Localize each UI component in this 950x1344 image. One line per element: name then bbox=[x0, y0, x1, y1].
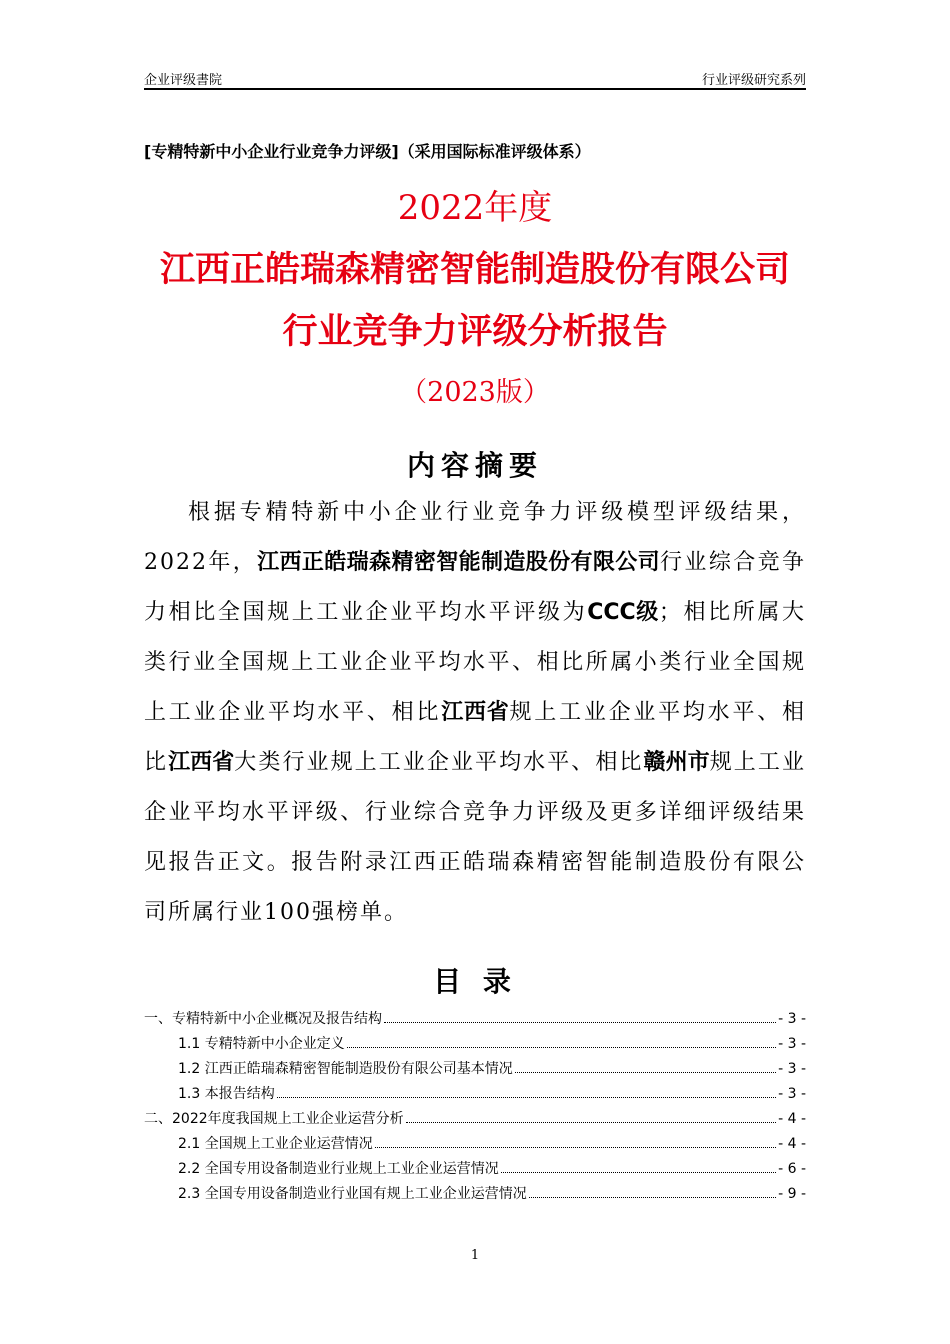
summary-bold: 江西省 bbox=[441, 700, 510, 725]
toc-leader bbox=[515, 1058, 776, 1073]
toc-page: - 9 - bbox=[778, 1186, 806, 1202]
summary-bold: 赣州市 bbox=[643, 750, 710, 775]
toc-label: 1.3 本报告结构 bbox=[178, 1086, 275, 1102]
title-year: 2022年度 bbox=[397, 188, 553, 228]
toc-entry[interactable] bbox=[144, 1132, 806, 1157]
toc-leader bbox=[347, 1033, 776, 1048]
toc-leader bbox=[406, 1108, 776, 1123]
summary-bold: 江西省 bbox=[168, 750, 235, 775]
toc-entry[interactable] bbox=[144, 1032, 806, 1057]
page-number: 1 bbox=[470, 1248, 480, 1263]
summary-heading: 内容摘要 bbox=[406, 449, 543, 482]
summary-bold: CCC级 bbox=[587, 600, 659, 625]
summary-paragraph bbox=[144, 488, 806, 938]
table-of-contents bbox=[144, 1007, 806, 1207]
toc-label: 1.2 江西正皓瑞森精密智能制造股份有限公司基本情况 bbox=[178, 1061, 513, 1077]
summary-text: 规上工业企业平均水平、相比 bbox=[144, 700, 806, 775]
toc-leader bbox=[277, 1083, 776, 1098]
toc-label: 1.1 专精特新中小企业定义 bbox=[178, 1036, 345, 1052]
toc-page: - 4 - bbox=[778, 1136, 806, 1152]
toc-leader bbox=[501, 1158, 776, 1173]
toc-label: 2.2 全国专用设备制造业行业规上工业企业运营情况 bbox=[178, 1161, 499, 1177]
page-header bbox=[144, 68, 806, 90]
header-right: 行业评级研究系列 bbox=[701, 73, 806, 88]
header-left: 企业评级書院 bbox=[144, 73, 223, 88]
toc-entry[interactable] bbox=[144, 1107, 806, 1132]
toc-label: 2.3 全国专用设备制造业行业国有规上工业企业运营情况 bbox=[178, 1186, 527, 1202]
toc-entry[interactable] bbox=[144, 1007, 806, 1032]
toc-page: - 3 - bbox=[778, 1086, 806, 1102]
toc-entry[interactable] bbox=[144, 1057, 806, 1082]
title-report: 行业竞争力评级分析报告 bbox=[282, 311, 668, 352]
summary-bold: 江西正皓瑞森精密智能制造股份有限公司 bbox=[257, 550, 661, 575]
toc-page: - 3 - bbox=[778, 1036, 806, 1052]
toc-page: - 3 - bbox=[778, 1061, 806, 1077]
summary-text: 大类行业规上工业企业平均水平、相比 bbox=[234, 750, 644, 775]
toc-leader bbox=[384, 1008, 776, 1023]
summary-text: 规上工业企业平均水平评级、行业综合竞争力评级及更多详细评级结果见报告正文。报告附录江西正皓瑞森精密智能制造股份有限公司所属行业100强榜单。 bbox=[144, 750, 806, 925]
toc-entry[interactable] bbox=[144, 1157, 806, 1182]
tagline: [专精特新中小企业行业竞争力评级]（采用国际标准评级体系） bbox=[144, 142, 591, 161]
toc-label: 2.1 全国规上工业企业运营情况 bbox=[178, 1136, 373, 1152]
toc-label: 二、2022年度我国规上工业企业运营分析 bbox=[144, 1111, 404, 1127]
toc-page: - 3 - bbox=[778, 1011, 806, 1027]
toc-leader bbox=[529, 1183, 776, 1198]
title-edition: （2023版） bbox=[400, 377, 550, 408]
summary-text: ；相比所属大类行业全国规上工业企业平均水平、相比所属小类行业全国规上工业企业平均水平、相比 bbox=[144, 600, 806, 725]
toc-entry[interactable] bbox=[144, 1182, 806, 1207]
toc-page: - 4 - bbox=[778, 1111, 806, 1127]
toc-page: - 6 - bbox=[778, 1161, 806, 1177]
summary-text: 行业综合竞争力相比全国规上工业企业平均水平评级为 bbox=[144, 550, 806, 625]
toc-label: 一、专精特新中小企业概况及报告结构 bbox=[144, 1011, 382, 1027]
title-company: 江西正皓瑞森精密智能制造股份有限公司 bbox=[159, 249, 790, 290]
toc-leader bbox=[375, 1133, 776, 1148]
toc-entry[interactable] bbox=[144, 1082, 806, 1107]
summary-text: 根据专精特新中小企业行业竞争力评级模型评级结果，2022年， bbox=[144, 500, 806, 575]
toc-heading: 目 录 bbox=[433, 965, 517, 998]
